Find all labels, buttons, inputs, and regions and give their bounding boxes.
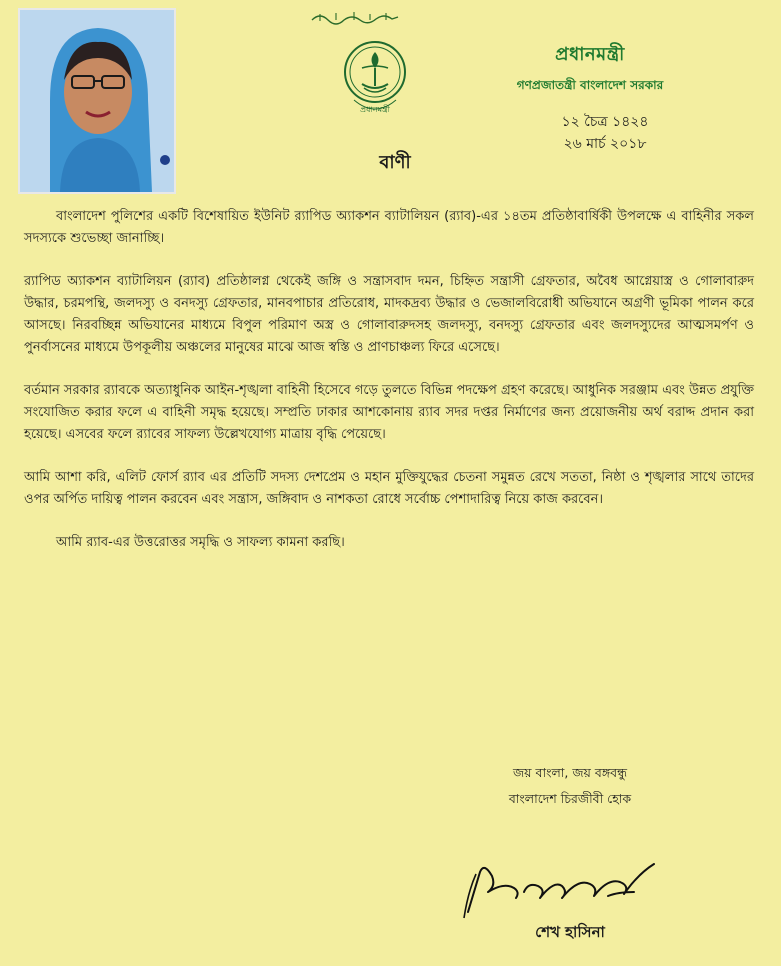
bismillah-calligraphy xyxy=(310,8,400,26)
paragraph-1: বাংলাদেশ পুলিশের একটি বিশেষায়িত ইউনিট র‌্যাপিড অ্যাকশন ব্যাটালিয়ন (র‌্যাব)-এর ১৪তম প্রতিষ্ঠাবার্ষিকী উপলক্ষে এ বাহিনীর সকল সদস্যকে শুভেচ্ছা জানাচ্ছি। xyxy=(24,209,754,246)
slogan-line-1: জয় বাংলা, জয় বঙ্গবন্ধু xyxy=(513,765,627,780)
date-gregorian: ২৬ মার্চ ২০১৮ xyxy=(563,136,647,152)
office-header xyxy=(470,40,710,97)
portrait-photo xyxy=(18,8,176,194)
portrait-image xyxy=(20,10,174,192)
seal-emblem-icon xyxy=(340,38,410,118)
paragraph-4: আমি আশা করি, এলিট ফোর্স র‌্যাব এর প্রতিটি সদস্য দেশপ্রেম ও মহান মুক্তিযুদ্ধের চেতনা সমুন্নত রেখে সততা, নিষ্ঠা ও শৃঙ্খলার সাথে তাদের ওপর অর্পিত দায়িত্ব পালন করবেন এবং সন্ত্রাস, জঙ্গিবাদ ও নাশকতা রোধে সর্বোচ্চ পেশাদারিত্ব নিয়ে কাজ করবেন। xyxy=(24,470,754,507)
closing-slogan xyxy=(470,760,670,812)
paragraph-2: র‌্যাপিড অ্যাকশন ব্যাটালিয়ন (র‌্যাব) প্রতিষ্ঠালগ্ন থেকেই জঙ্গি ও সন্ত্রাসবাদ দমন, চিহ্নিত সন্ত্রাসী গ্রেফতার, অবৈধ আগ্নেয়াস্ত্র ও গোলাবারুদ উদ্ধার, চরমপন্থি, জলদস্যু ও বনদস্যু গ্রেফতার, মানবপাচার প্রতিরোধ, মাদকদ্রব্য উদ্ধার ও ভেজালবিরোধী অভিযানে অগ্রণী ভূমিকা পালন করে আসছে। নিরবচ্ছিন্ন অভিযানের মাধ্যমে বিপুল পরিমাণ অস্ত্র ও গোলাবারুদসহ জলদস্যু, বনদস্যু গ্রেফতার এবং জলদস্যুদের আত্মসমর্পণ ও পুনর্বাসনের মাধ্যমে উপকূলীয় অঞ্চলের মানুষের মাঝে আজ স্বস্তি ও প্রাণচাঞ্চল্য ফিরে এসেছে। xyxy=(24,274,754,355)
signer-name: শেখ হাসিনা xyxy=(535,923,605,941)
slogan-line-2: বাংলাদেশ চিরজীবী হোক xyxy=(508,791,632,806)
bismillah-calligraphy-icon xyxy=(310,8,400,26)
message-body xyxy=(24,206,754,575)
handwritten-signature xyxy=(458,852,678,924)
signature-icon xyxy=(458,852,678,924)
paragraph-5: আমি র‌্যাব-এর উত্তরোত্তর সমৃদ্ধি ও সাফল্য কামনা করছি। xyxy=(56,535,345,550)
office-title: প্রধানমন্ত্রী xyxy=(555,44,625,65)
paragraph-3: বর্তমান সরকার র‌্যাবকে অত্যাধুনিক আইন-শৃঙ্খলা বাহিনী হিসেবে গড়ে তুলতে বিভিন্ন পদক্ষেপ গ্রহণ করেছে। আধুনিক সরঞ্জাম এবং উন্নত প্রযুক্তি সংযোজিত করার ফলে এ বাহিনী সমৃদ্ধ হয়েছে। সম্প্রতি ঢাকার আশকোনায় র‌্যাব সদর দপ্তর নির্মাণের জন্য প্রয়োজনীয় অর্থ বরাদ্দ প্রদান করা হয়েছে। এসবের ফলে র‌্যাবের সাফল্য উল্লেখযোগ্য মাত্রায় বৃদ্ধি পেয়েছে। xyxy=(24,383,754,442)
message-heading: বাণী xyxy=(379,152,411,173)
government-name: গণপ্রজাতন্ত্রী বাংলাদেশ সরকার xyxy=(516,78,664,92)
government-seal xyxy=(340,38,410,118)
date-bangla: ১২ চৈত্র ১৪২৪ xyxy=(561,114,649,130)
seal-label: প্রধানমন্ত্রী xyxy=(360,105,390,114)
date-block xyxy=(530,111,680,155)
